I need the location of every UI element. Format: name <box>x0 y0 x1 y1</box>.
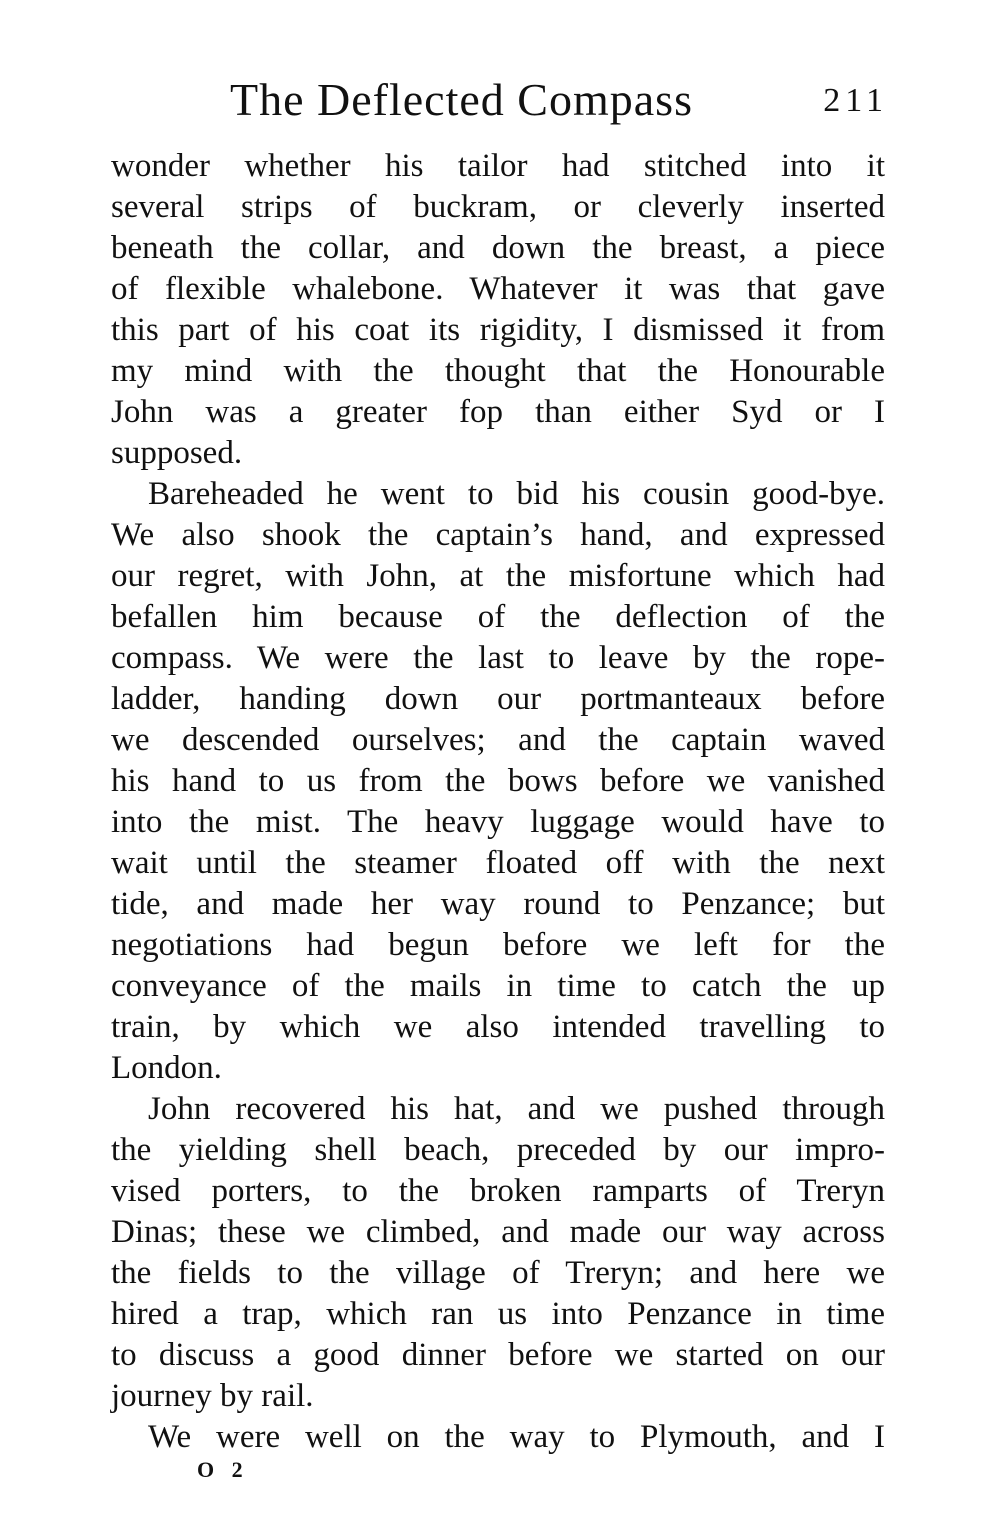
text-line: supposed. <box>111 435 243 471</box>
text-line: vised porters, to the broken ramparts of Treryn <box>111 1173 885 1209</box>
text-line: wonder whether his tailor had stitched into it <box>111 148 885 184</box>
text-line: this part of his coat its rigidity, I dismissed it from <box>111 312 885 348</box>
text-line: my mind with the thought that the Honourable <box>111 353 885 389</box>
text-line: compass. We were the last to leave by the rope- <box>111 640 885 676</box>
text-line: John was a greater fop than either Syd or I <box>111 394 885 430</box>
signature-mark: O 2 <box>197 1457 249 1482</box>
text-line: his hand to us from the bows before we vanished <box>111 763 885 799</box>
text-line: befallen him because of the deflection of the <box>111 599 885 635</box>
text-line: Dinas; these we climbed, and made our way across <box>111 1214 885 1250</box>
page-number: 211 <box>823 82 888 119</box>
text-line: We also shook the captain’s hand, and expressed <box>111 517 885 553</box>
text-line: London. <box>111 1050 222 1086</box>
text-line: Bareheaded he went to bid his cousin good-bye. <box>148 476 885 512</box>
text-line: to discuss a good dinner before we started on our <box>111 1337 885 1373</box>
text-line: journey by rail. <box>111 1378 314 1414</box>
body-text <box>111 146 885 1458</box>
text-line: beneath the collar, and down the breast, a piece <box>111 230 885 266</box>
text-line: tide, and made her way round to Penzance; but <box>111 886 885 922</box>
text-line: the yielding shell beach, preceded by our impro- <box>111 1132 885 1168</box>
text-line: ladder, handing down our portmanteaux before <box>111 681 885 717</box>
text-line: conveyance of the mails in time to catch the up <box>111 968 885 1004</box>
text-line: train, by which we also intended travelling to <box>111 1009 885 1045</box>
text-line: hired a trap, which ran us into Penzance in time <box>111 1296 885 1332</box>
text-line: negotiations had begun before we left for the <box>111 927 885 963</box>
text-line: our regret, with John, at the misfortune which had <box>111 558 885 594</box>
text-line: into the mist. The heavy luggage would have to <box>111 804 885 840</box>
text-line: wait until the steamer floated off with the next <box>111 845 885 881</box>
text-line: We were well on the way to Plymouth, and I <box>148 1419 885 1455</box>
text-line: several strips of buckram, or cleverly inserted <box>111 189 885 225</box>
text-line: John recovered his hat, and we pushed through <box>148 1091 885 1127</box>
text-line: we descended ourselves; and the captain waved <box>111 722 885 758</box>
running-head <box>110 70 888 130</box>
text-line: the fields to the village of Treryn; and here we <box>111 1255 885 1291</box>
running-title: The Deflected Compass <box>230 74 693 125</box>
text-line: of flexible whalebone. Whatever it was that gave <box>111 271 885 307</box>
